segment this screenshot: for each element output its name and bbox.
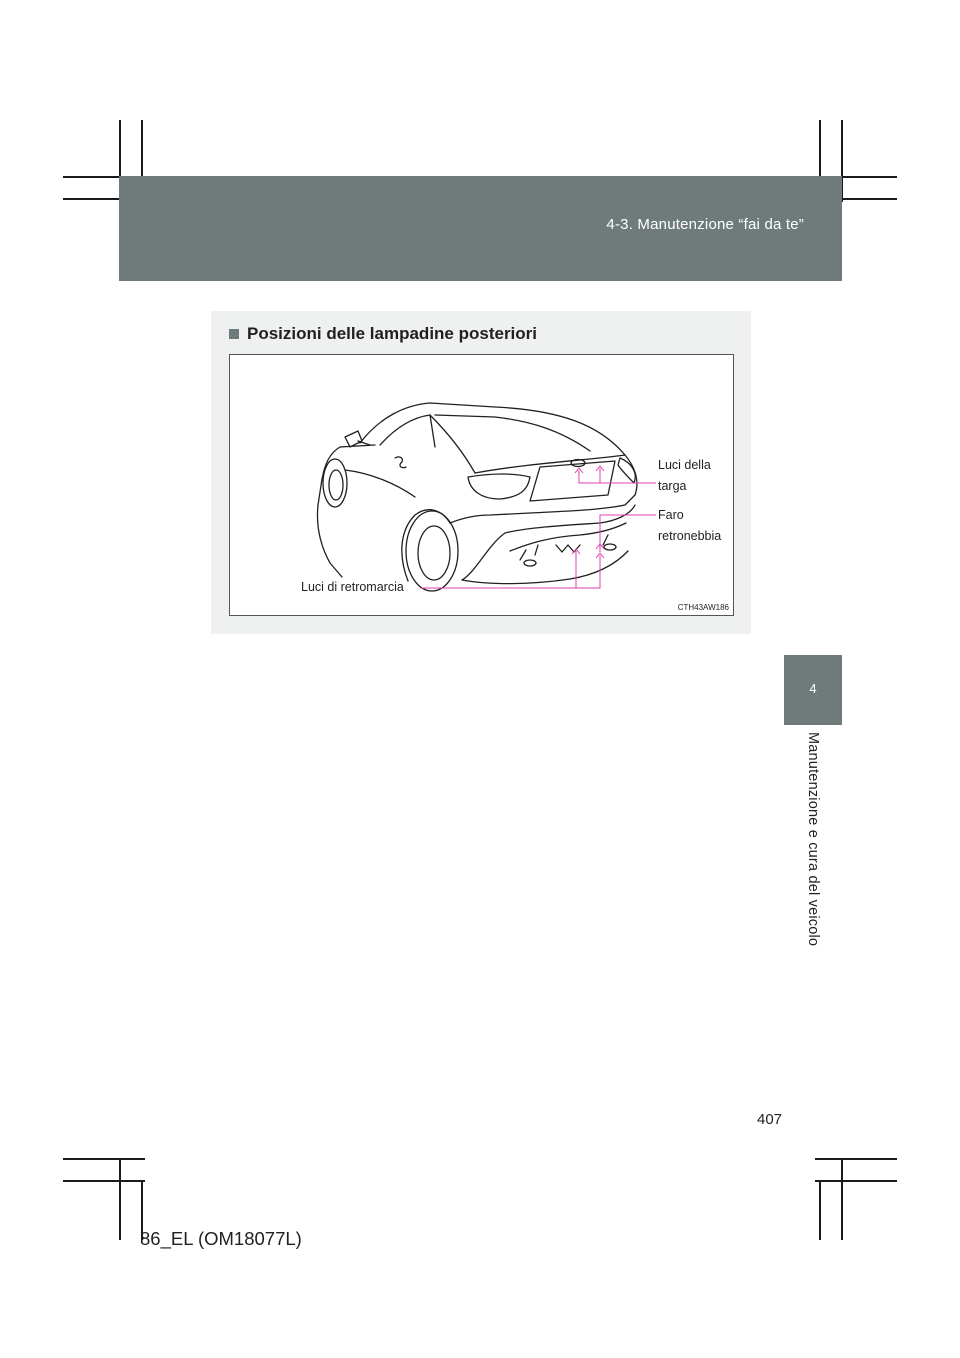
square-bullet-icon	[229, 329, 239, 339]
chapter-title: Manutenzione e cura del veicolo	[805, 732, 821, 947]
callout-reverse-lights: Luci di retromarcia	[301, 580, 404, 594]
crop-mark	[815, 1158, 897, 1160]
crop-mark	[119, 1158, 121, 1240]
callout-rear-fog	[658, 505, 721, 547]
plate-light-arrow-right	[596, 466, 604, 476]
callout-rear-fog-line1: Faro	[658, 508, 684, 522]
car-outline	[318, 403, 637, 591]
callout-plate-lights-line1: Luci della	[658, 458, 711, 472]
section-title: 4-3. Manutenzione “fai da te”	[606, 216, 804, 233]
crop-mark	[841, 1158, 843, 1240]
crop-mark	[63, 1180, 145, 1182]
callout-plate-lights	[658, 455, 711, 497]
callout-plate-lights-line2: targa	[658, 479, 687, 493]
rear-bulb-section	[211, 311, 751, 634]
callout-rear-fog-line2: retronebbia	[658, 529, 722, 543]
plate-light-leader	[579, 478, 656, 483]
page-number: 407	[757, 1111, 783, 1128]
section-heading	[229, 324, 537, 344]
document-code: 86_EL (OM18077L)	[140, 1228, 302, 1249]
crop-mark	[63, 1158, 145, 1160]
crop-mark	[815, 1180, 897, 1182]
section-heading-text: Posizioni delle lampadine posteriori	[247, 324, 538, 343]
plate-light-arrow-left	[575, 468, 583, 478]
header-band	[119, 176, 842, 281]
chapter-tab	[784, 655, 842, 725]
crop-mark	[819, 1180, 821, 1240]
fog-light-leader	[600, 515, 656, 552]
figure-code: CTH43AW186	[677, 603, 729, 612]
car-rear-figure	[229, 354, 734, 616]
chapter-number: 4	[809, 681, 817, 696]
